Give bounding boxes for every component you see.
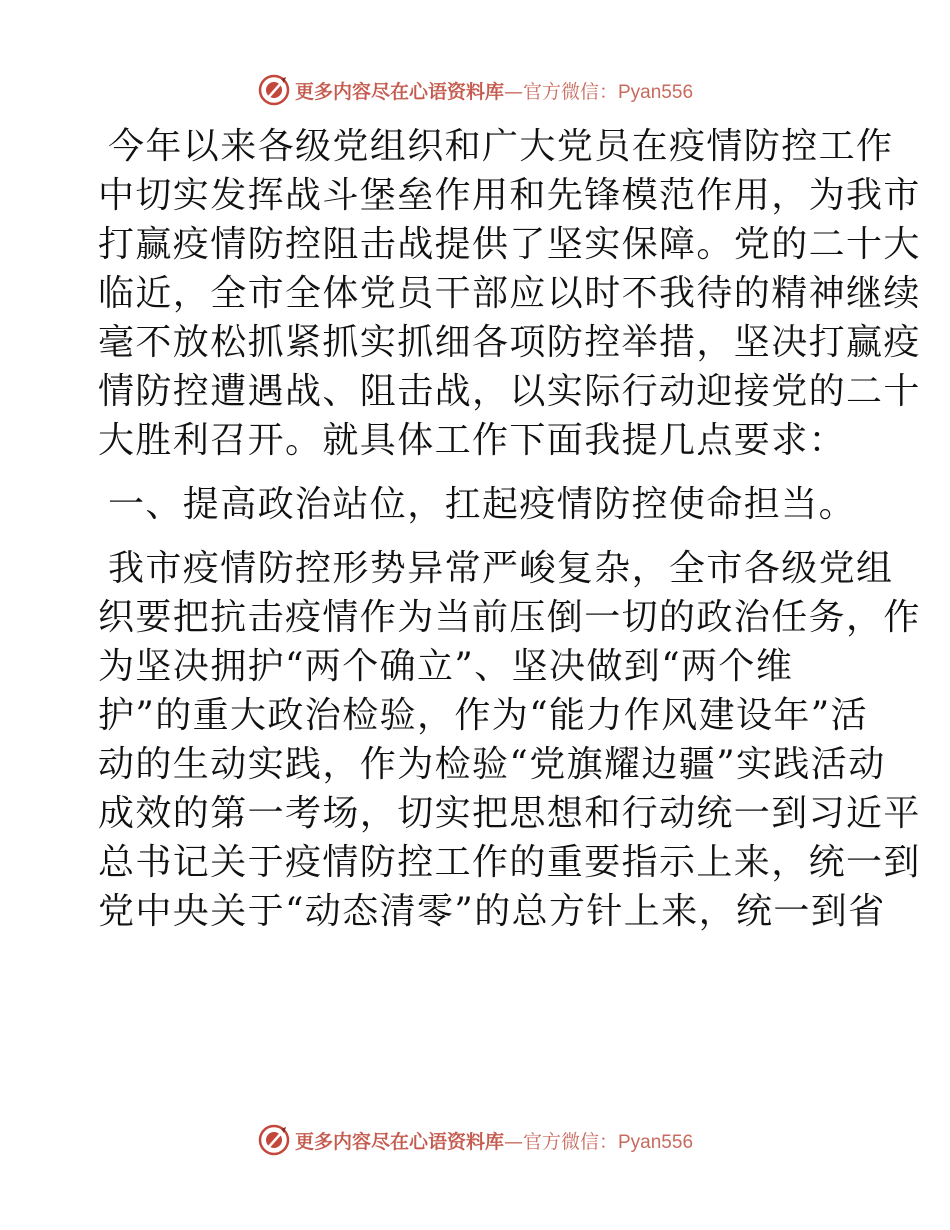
text-line: 我市疫情防控形势异常严峻复杂，全市各级党组: [108, 548, 894, 589]
text-line: 为坚决拥护“两个确立”、坚决做到“两个维: [98, 646, 794, 687]
text-line: 成效的第一考场，切实把思想和行动统一到习近平: [98, 793, 921, 834]
watermark-site-name: 更多内容尽在心语资料库: [294, 1130, 504, 1153]
logo-icon: [257, 73, 291, 107]
watermark-wechat-label: 官方微信：: [522, 1130, 618, 1153]
text-line: 党中央关于“动态清零”的总方针上来，统一到省: [98, 891, 886, 932]
text-line: 总书记关于疫情防控工作的重要指示上来，统一到: [98, 842, 921, 883]
text-line: 今年以来各级党组织和广大党员在疫情防控工作: [108, 126, 894, 167]
logo-icon: [257, 1123, 291, 1157]
paragraph-intro: [98, 122, 921, 465]
text-line: 毫不放松抓紧抓实抓细各项防控举措，坚决打赢疫: [98, 322, 921, 363]
text-line: 织要把抗击疫情作为当前压倒一切的政治任务，作: [98, 597, 921, 638]
text-line: 打赢疫情防控阻击战提供了坚实保障。党的二十大: [98, 224, 921, 265]
text-line: 中切实发挥战斗堡垒作用和先锋模范作用，为我市: [98, 175, 921, 216]
watermark-site-name: 更多内容尽在心语资料库: [294, 80, 504, 103]
watermark-wechat-id: Pyan556: [618, 81, 694, 103]
watermark-text: [295, 77, 693, 104]
watermark-dash: —: [503, 80, 523, 103]
text-line: 护”的重大政治检验，作为“能力作风建设年”活: [98, 695, 869, 736]
document-body: [98, 122, 921, 936]
text-line: 动的生动实践，作为检验“党旗耀边疆”实践活动: [98, 744, 886, 785]
watermark-wechat-id: Pyan556: [618, 1131, 694, 1153]
watermark-wechat-label: 官方微信：: [522, 80, 618, 103]
watermark-text: [295, 1127, 693, 1154]
section-heading: 一、提高政治站位，扛起疫情防控使命担当。: [108, 484, 857, 525]
watermark-dash: —: [503, 1130, 523, 1153]
text-line: 大胜利召开。就具体工作下面我提几点要求：: [98, 420, 847, 461]
header-watermark-banner: [0, 70, 950, 110]
text-line: 临近，全市全体党员干部应以时不我待的精神继续: [98, 273, 921, 314]
paragraph-section-one: [98, 544, 921, 936]
text-line: 情防控遭遇战、阻击战，以实际行动迎接党的二十: [98, 371, 921, 412]
footer-watermark-banner: [0, 1120, 950, 1160]
